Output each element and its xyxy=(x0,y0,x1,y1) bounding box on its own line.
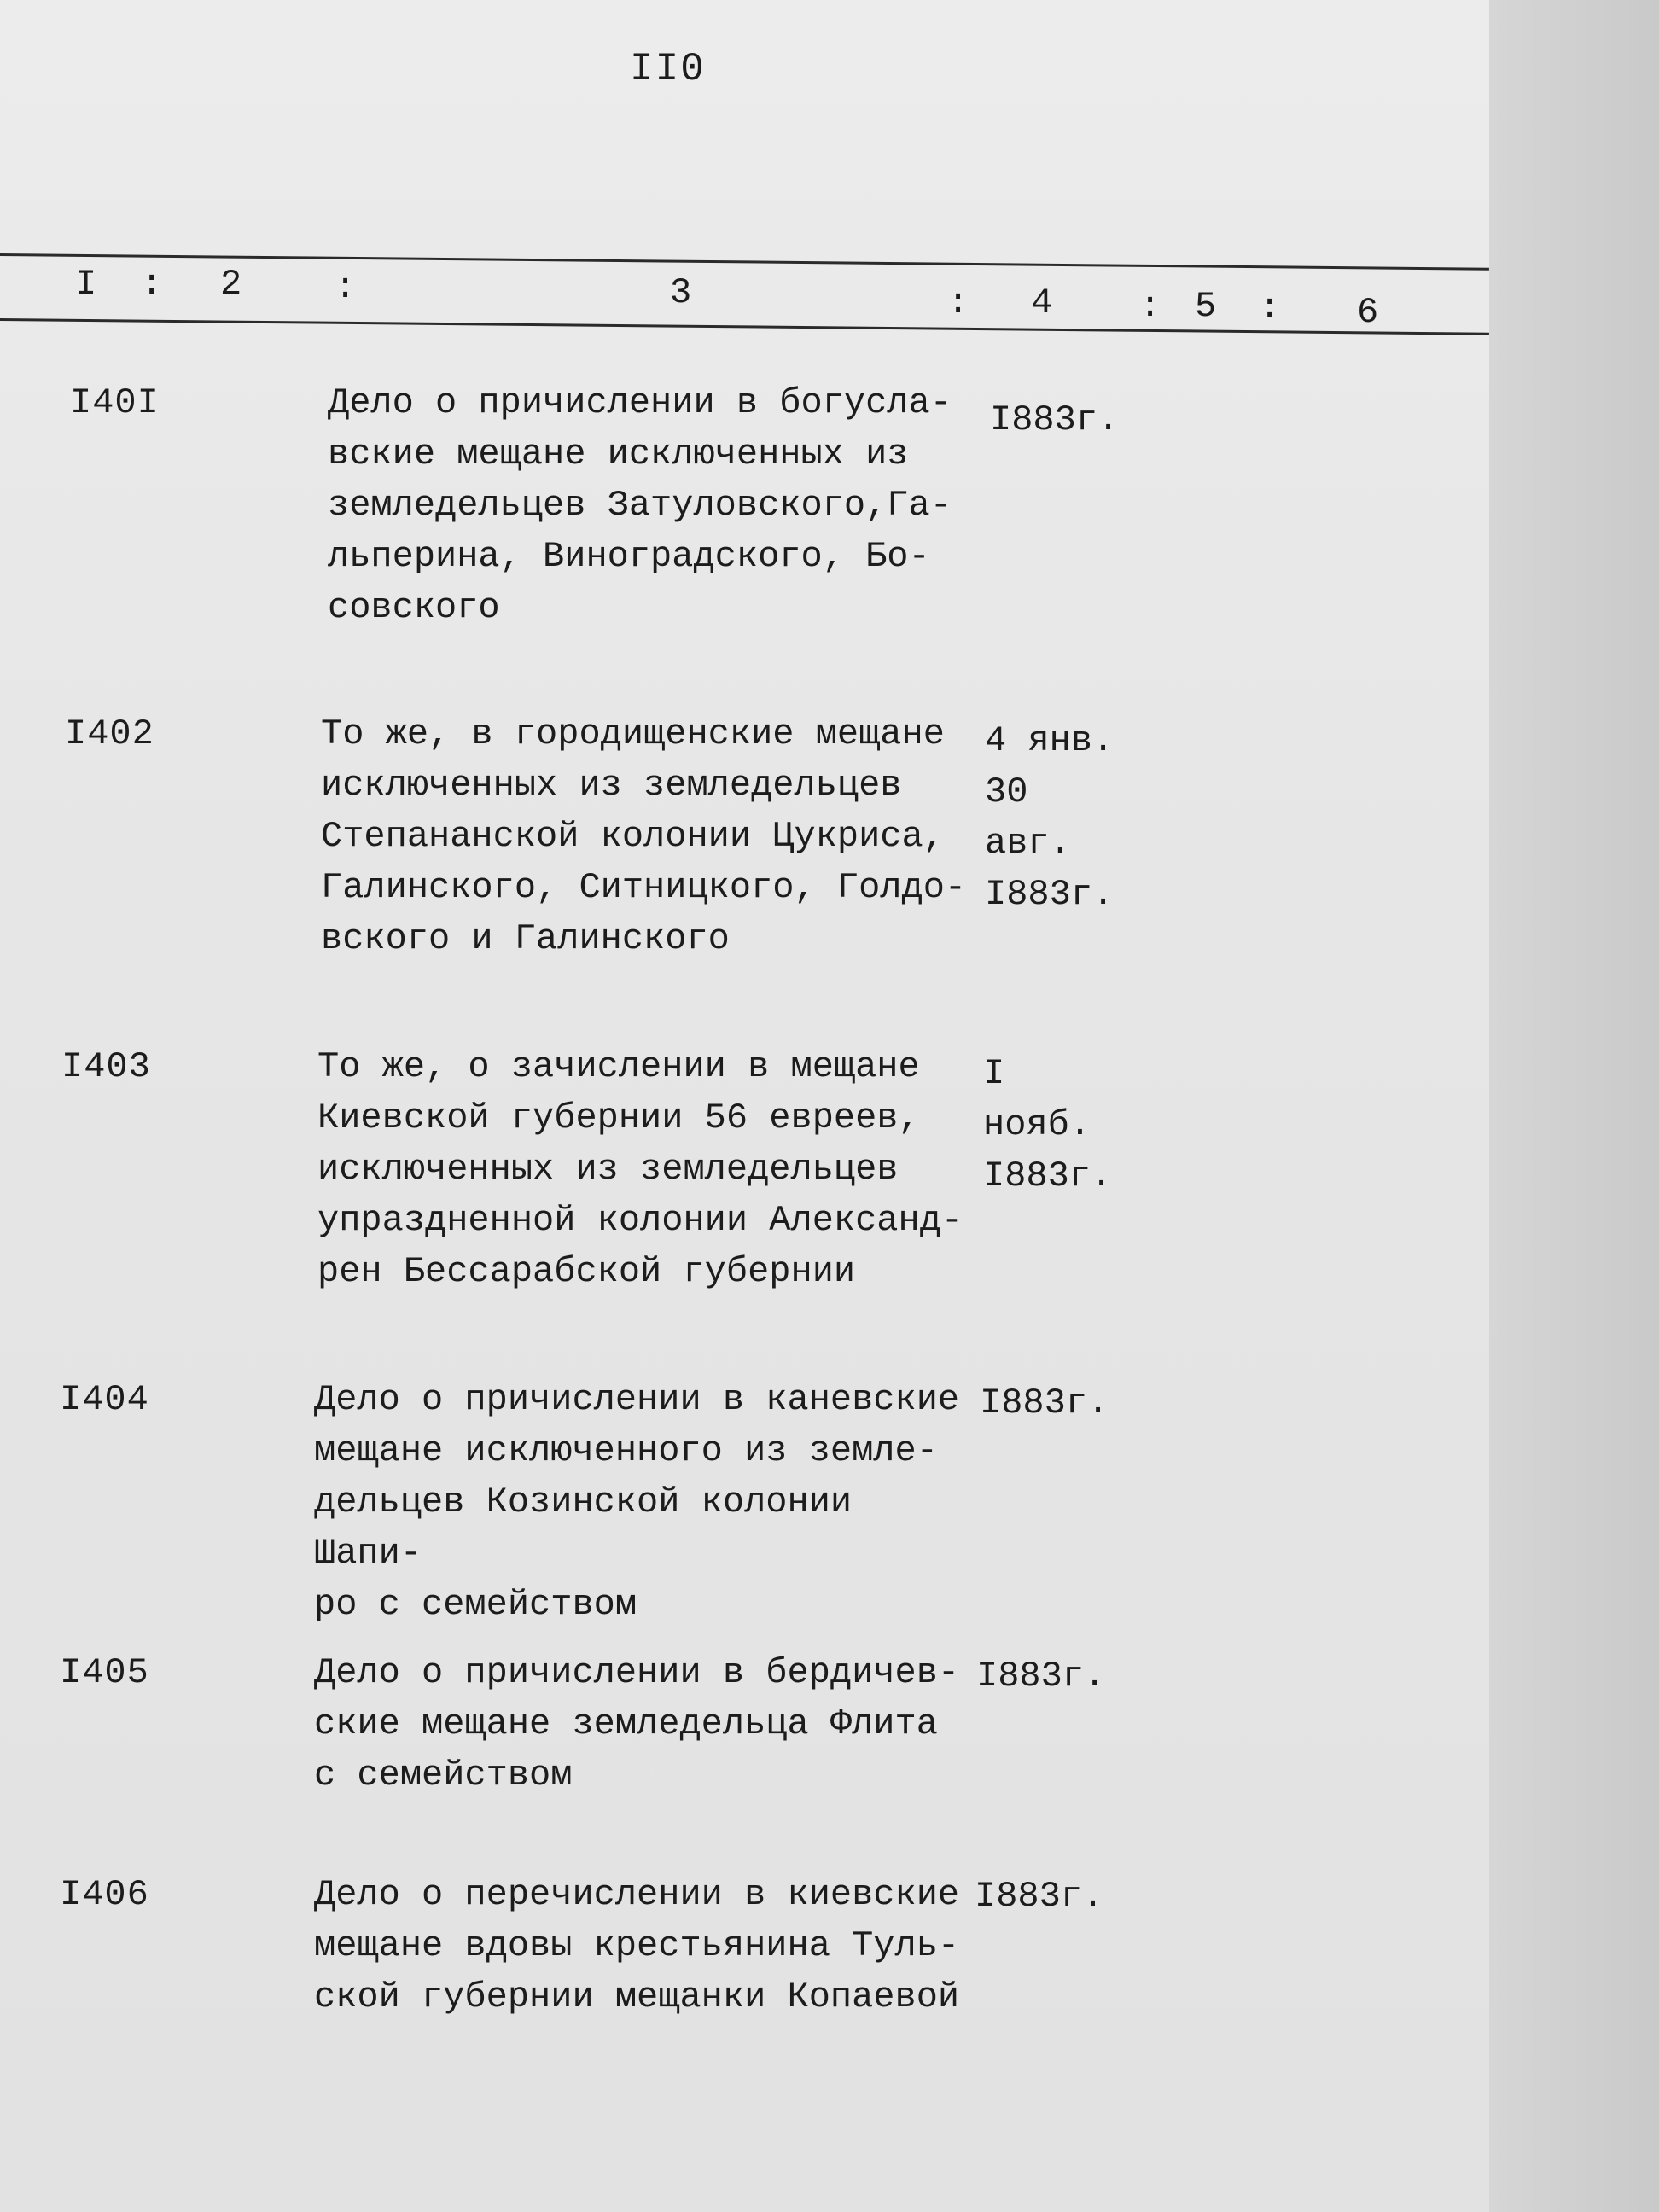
entry-date: I883г. xyxy=(976,1656,1106,1697)
entry-date: I нояб. I883г. xyxy=(983,1053,1113,1196)
entry-number: I405 xyxy=(60,1652,149,1693)
entry-number: I404 xyxy=(60,1379,149,1420)
entry-description: Дело о перечислении в киевские мещане вдовы крестьянина Туль- ской губернии мещанки Копаевой xyxy=(314,1874,960,2017)
column-separator: : xyxy=(335,267,357,308)
page-edge-background xyxy=(1489,0,1659,2212)
entry-number: I403 xyxy=(61,1046,151,1087)
entry-number: I40I xyxy=(70,382,160,423)
column-separator: : xyxy=(1139,286,1161,327)
page-number: II0 xyxy=(630,47,706,91)
entry-description: Дело о причислении в бердичев- ские мещане земледельца Флита с семейством xyxy=(314,1652,960,1796)
entry-description: Дело о причислении в каневские мещане исключенного из земле- дельцев Козинской колонии Шапи- ро с семейством xyxy=(314,1379,960,1625)
entry-number: I406 xyxy=(60,1874,149,1915)
column-header-2: 2 xyxy=(220,264,242,305)
entry-description: То же, в городищенские мещане исключенных из земледельцев Степананской колонии Цукриса, Галинского, Ситницкого, Голдо- вского и Галинского xyxy=(321,713,967,959)
column-separator: : xyxy=(1259,288,1281,329)
column-separator: : xyxy=(141,264,163,305)
entry-date: I883г. xyxy=(990,399,1120,440)
column-header-4: 4 xyxy=(1031,282,1053,323)
entry-description: Дело о причислении в богусла- вские мещане исключенных из земледельцев Затуловского,Га- льперина, Виноградского, Бо- совского xyxy=(328,382,952,628)
entry-date: I883г. xyxy=(975,1876,1104,1917)
column-separator: : xyxy=(947,282,969,323)
column-header-1: I xyxy=(75,264,97,305)
column-header-5: 5 xyxy=(1195,286,1217,327)
entry-number: I402 xyxy=(65,713,154,754)
entry-description: То же, о зачислении в мещане Киевской губернии 56 евреев, исключенных из земледельцев упраздненной колонии Александ- рен Бессарабской губернии xyxy=(317,1046,963,1292)
column-header-6: 6 xyxy=(1357,292,1379,333)
entry-date: I883г. xyxy=(980,1382,1109,1423)
column-header-3: 3 xyxy=(670,272,692,313)
entry-date: 4 янв. 30 авг. I883г. xyxy=(985,720,1115,915)
